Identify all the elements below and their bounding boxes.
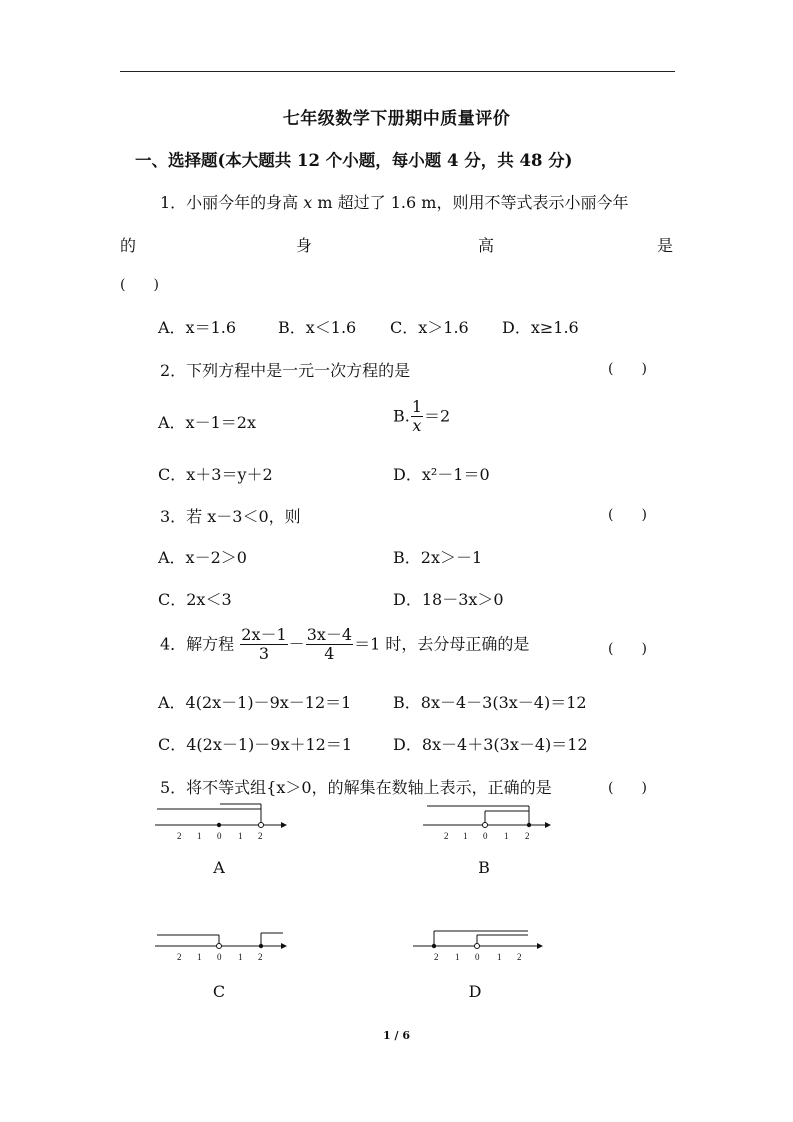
q4-text-b: ＝1 时，去分母正确的是 xyxy=(354,634,530,654)
q5-answer-paren: ( ) xyxy=(608,780,647,796)
q3-option-a: A．x－2＞0 xyxy=(158,548,247,567)
number-line-a xyxy=(155,803,290,843)
tick-label: 0 xyxy=(475,952,480,962)
q4-minus: － xyxy=(288,634,305,654)
question-1 xyxy=(160,190,628,213)
question-3: 3．若 x－3＜0，则 xyxy=(160,507,301,526)
q4-text-a: 4．解方程 xyxy=(160,634,235,654)
q3-answer-paren: ( ) xyxy=(608,507,647,523)
q1-word-2: 身 xyxy=(296,236,313,255)
q2-b-denominator: x xyxy=(412,416,422,436)
q2-answer-paren: ( ) xyxy=(608,361,647,377)
tick-label: 1 xyxy=(238,952,243,962)
option-label-d: D xyxy=(468,982,482,1001)
q4-f2-denominator: 4 xyxy=(324,644,335,664)
option-label-a: A xyxy=(213,858,225,877)
tick-label: 1 xyxy=(238,831,243,841)
tick-label: 2 xyxy=(444,831,449,841)
tick-label: 0 xyxy=(217,952,222,962)
tick-label: 2 xyxy=(258,952,263,962)
tick-label: 2 xyxy=(177,831,182,841)
q4-answer-paren: ( ) xyxy=(608,641,647,657)
tick-label: 1 xyxy=(497,952,502,962)
tick-label: 0 xyxy=(483,831,488,841)
section-heading: 一、选择题(本大题共 12 个小题，每小题 4 分，共 48 分) xyxy=(135,151,573,170)
q3-option-c: C．2x＜3 xyxy=(158,590,232,609)
tick-label: 1 xyxy=(504,831,509,841)
q4-option-b: B．8x－4－3(3x－4)＝12 xyxy=(393,693,587,712)
q5-text-a: 5．将不等式组 xyxy=(160,778,267,797)
q5-text-b: ，的解集在数轴上表示，正确的是 xyxy=(311,778,552,797)
q4-option-a: A．4(2x－1)－9x－12＝1 xyxy=(158,693,352,712)
tick-label: 2 xyxy=(525,831,530,841)
number-line-d xyxy=(413,926,548,966)
q4-f1-denominator: 3 xyxy=(258,644,270,664)
tick-label: 2 xyxy=(258,831,263,841)
option-label-b: B xyxy=(478,858,490,877)
q1-option-a: A．x＝1.6 xyxy=(158,318,237,337)
q4-fraction-2 xyxy=(306,626,353,664)
q2-b-rest: ＝2 xyxy=(424,406,451,426)
tick-label: 1 xyxy=(463,831,468,841)
q4-fraction-1 xyxy=(240,626,287,664)
q1-word-1: 的 xyxy=(120,236,137,255)
number-line-c xyxy=(155,926,290,966)
q2-option-b xyxy=(393,398,450,436)
q1-text-a: 1．小丽今年的身高 xyxy=(160,193,304,212)
page-number: 1 / 6 xyxy=(383,1029,410,1042)
tick-label: 1 xyxy=(197,952,202,962)
q2-option-a: A．x－1＝2x xyxy=(158,413,256,432)
tick-label: 2 xyxy=(434,952,439,962)
question-2: 2．下列方程中是一元一次方程的是 xyxy=(160,361,411,380)
q2-option-c: C．x＋3＝y＋2 xyxy=(158,465,273,484)
q1-word-4: 是 xyxy=(657,236,674,255)
q4-option-c: C．4(2x－1)－9x＋12＝1 xyxy=(158,735,353,754)
tick-label: 2 xyxy=(517,952,522,962)
q1-option-c: C．x＞1.6 xyxy=(390,318,469,337)
question-4 xyxy=(160,626,529,664)
question-5 xyxy=(160,775,552,798)
q4-f1-numerator: 2x－1 xyxy=(241,625,287,644)
q1-answer-paren: ( ) xyxy=(120,277,159,293)
q5-inequality-system: {x＞0 xyxy=(266,778,312,797)
q2-option-b-fraction xyxy=(411,398,423,436)
q2-option-d: D．x²－1＝0 xyxy=(393,465,490,484)
page-title: 七年级数学下册期中质量评价 xyxy=(282,109,511,129)
tick-label: 1 xyxy=(197,831,202,841)
number-line-b xyxy=(423,803,558,843)
q3-option-d: D．18－3x＞0 xyxy=(393,590,504,609)
q1-option-d: D．x≥1.6 xyxy=(502,318,579,337)
tick-label: 2 xyxy=(177,952,182,962)
q2-b-numerator: 1 xyxy=(411,397,423,416)
q1-option-b: B．x＜1.6 xyxy=(278,318,357,337)
q1-text-b: m 超过了 1.6 m，则用不等式表示小丽今年 xyxy=(312,193,629,212)
q1-word-3: 高 xyxy=(478,236,495,255)
option-label-c: C xyxy=(212,982,226,1001)
tick-label: 1 xyxy=(455,952,460,962)
q1-var: x xyxy=(303,193,313,212)
q3-option-b: B．2x＞－1 xyxy=(393,548,483,567)
q2-option-b-label: B. xyxy=(393,406,410,426)
tick-label: 0 xyxy=(217,831,222,841)
q4-option-d: D．8x－4＋3(3x－4)＝12 xyxy=(393,735,588,754)
header-rule xyxy=(120,71,675,72)
q4-f2-numerator: 3x－4 xyxy=(306,625,353,644)
